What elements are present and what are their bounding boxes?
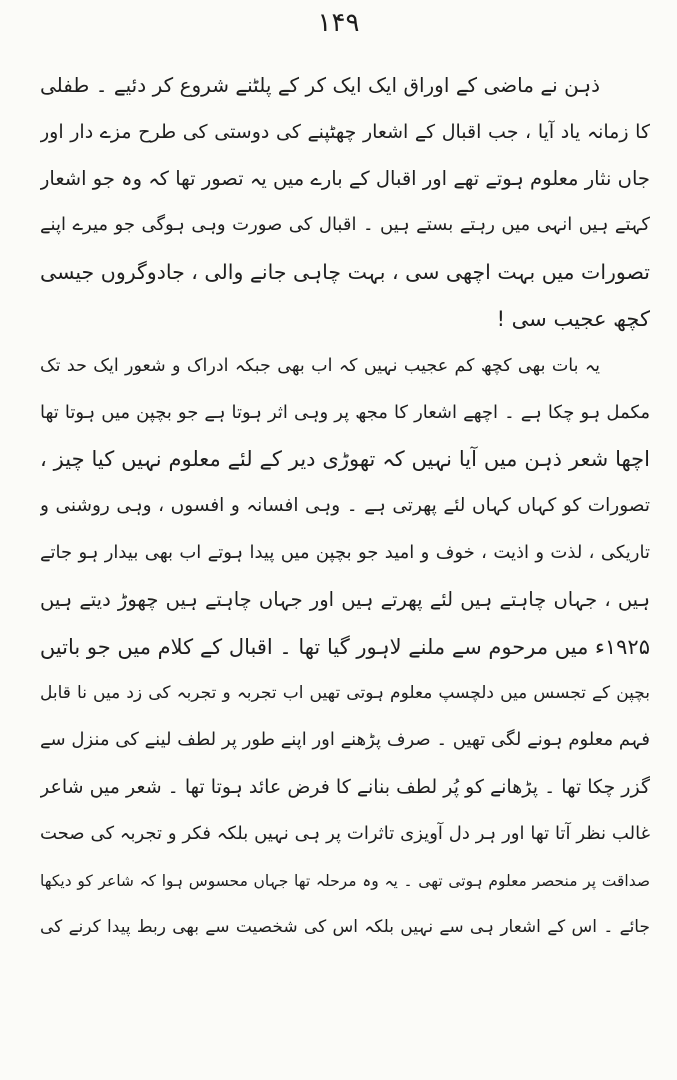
paragraph-2: [40, 343, 650, 951]
text-line: کچھ عجیب سی !: [496, 306, 650, 331]
text-line: اچھا شعر ذہن میں آیا نہیں کہ تھوڑی دیر کے لئے معلوم نہیں کیا چیز ،: [40, 447, 650, 472]
page-number: ۱۴۹: [317, 8, 360, 38]
paragraph-1: [40, 62, 650, 343]
text-line: فہم معلوم ہونے لگی تھیں ۔ صرف پڑھنے اور اپنے طور پر لطف لینے کی منزل سے: [40, 729, 650, 751]
text-line: تصورات میں بہت اچھی سی ، بہت چاہی جانے والی ، جادوگروں جیسی: [40, 260, 650, 285]
text-line: گزر چکا تھا ۔ پڑھانے کو پُر لطف بنانے کا فرض عائد ہوتا تھا ۔ شعر میں شاعر: [40, 775, 650, 798]
text-line: غالب نظر آتا تھا اور ہر دل آویزی تاثرات پر ہی نہیں بلکہ فکر و تجربہ کی صحت: [40, 822, 650, 844]
text-line: جائے ۔ اس کے اشعار ہی سے نہیں بلکہ اس کی شخصیت سے بھی ربط پیدا کرنے کی: [40, 917, 650, 938]
text-line: ہیں ، جہاں چاہتے ہیں لئے پھرتے ہیں اور جہاں چاہتے ہیں چھوڑ دیتے ہیں: [40, 587, 650, 611]
text-line: صداقت پر منحصر معلوم ہوتی تھی ۔ یہ وہ مرحلہ تھا جہاں محسوس ہوا کہ شاعر کو دیکھا: [40, 871, 650, 890]
text-line: کہتے ہیں انہی میں رہتے بستے ہیں ۔ اقبال کی صورت وہی ہوگی جو میرے اپنے: [40, 214, 650, 236]
text-line: یہ بات بھی کچھ کم عجیب نہیں کہ اب بھی جبکہ ادراک و شعور ایک حد تک: [40, 355, 600, 376]
text-line: بچپن کے تجسس میں دلچسپ معلوم ہوتی تھیں اب تجربہ و تجربہ کی زد میں نا قابل: [40, 683, 650, 704]
text-line: تصورات کو کہاں کہاں لئے پھرتی ہے ۔ وہی افسانہ و افسوں ، وہی روشنی و: [40, 495, 650, 517]
text-line: کا زمانہ یاد آیا ، جب اقبال کے اشعار چھٹپنے کی دوستی کی طرح مزے دار اور: [40, 120, 650, 143]
text-line: ۱۹۲۵ء میں مرحوم سے ملنے لاہور گیا تھا ۔ اقبال کے کلام میں جو باتیں: [40, 634, 650, 659]
text-line: مکمل ہو چکا ہے ۔ اچھے اشعار کا مجھ پر وہی اثر ہوتا ہے جو بچپن میں ہوتا تھا: [40, 401, 650, 423]
handwritten-text-block: [40, 62, 650, 951]
text-line: تاریکی ، لذت و اذیت ، خوف و امید جو بچپن میں پیدا ہوتے اب بھی بیدار ہو جاتے: [40, 541, 650, 563]
text-line: ذہن نے ماضی کے اوراق ایک ایک کر کے پلٹنے شروع کر دئیے ۔ طفلی: [40, 73, 600, 97]
text-line: جاں نثار معلوم ہوتے تھے اور اقبال کے بارے میں یہ تصور تھا کہ وہ جو اشعار: [40, 166, 650, 190]
